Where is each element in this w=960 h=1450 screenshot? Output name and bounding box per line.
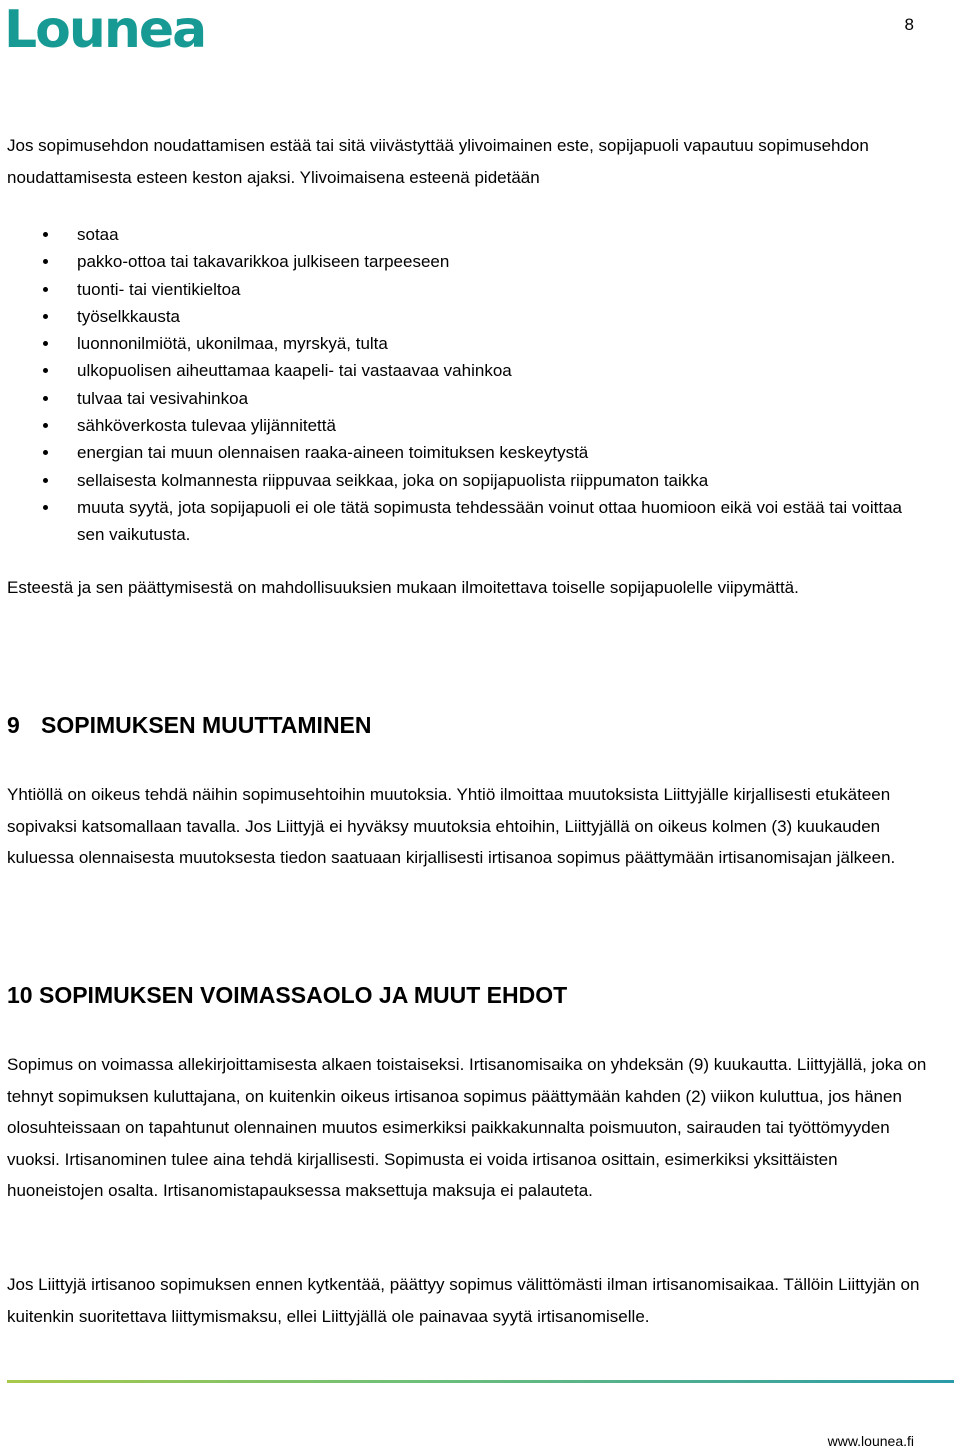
section-10-number: 10 [7, 982, 33, 1008]
list-item [0, 494, 930, 549]
company-logo: Lounea [4, 0, 206, 60]
list-item-text: muuta syytä, jota sopijapuoli ei ole tätä sopimusta tehdessään voinut ottaa huomioon eikä voi estää tai voittaa sen vaikutusta. [77, 497, 903, 545]
section-10-heading [7, 980, 567, 1010]
bullet-icon [43, 396, 48, 401]
list-item-text: energian tai muun olennaisen raaka-aineen toimituksen keskeytystä [77, 443, 589, 463]
bullet-icon [43, 423, 48, 428]
list-item-text: sähköverkosta tulevaa ylijännitettä [77, 416, 336, 436]
bullet-icon [43, 450, 48, 455]
list-item [0, 385, 930, 412]
bullet-icon [43, 341, 48, 346]
bullet-icon [43, 314, 48, 319]
footer-divider [7, 1380, 954, 1383]
section-9-number: 9 [7, 712, 20, 738]
bullet-icon [43, 232, 48, 237]
list-item [0, 248, 930, 275]
section-10-title: SOPIMUKSEN VOIMASSAOLO JA MUUT EHDOT [38, 982, 568, 1008]
list-item-text: tuonti- tai vientikieltoa [77, 279, 241, 299]
list-item-text: tulvaa tai vesivahinkoa [77, 388, 249, 408]
list-item-text: ulkopuolisen aiheuttamaa kaapeli- tai vastaavaa vahinkoa [77, 361, 512, 381]
bullet-icon [43, 505, 48, 510]
list-item-text: sotaa [77, 225, 119, 244]
list-item [0, 221, 930, 248]
list-item [0, 276, 930, 303]
section-10-body-2: Jos Liittyjä irtisanoo sopimuksen ennen kytkentää, päättyy sopimus välittömästi ilman irtisanomisaikaa. Tällöin Liittyjän on kuitenkin suoritettava liittymismaksu, ellei Liittyjällä ole painavaa syytä irtisanomiselle. [7, 1275, 920, 1326]
force-majeure-notice: Esteestä ja sen päättymisestä on mahdollisuuksien mukaan ilmoitettava toiselle sopijapuolelle viipymättä. [7, 578, 799, 597]
list-item [0, 412, 930, 439]
list-item-text: luonnonilmiötä, ukonilmaa, myrskyä, tulta [77, 334, 388, 354]
bullet-icon [43, 259, 48, 264]
list-item-text: pakko-ottoa tai takavarikkoa julkiseen tarpeeseen [77, 252, 450, 272]
page-number: 8 [904, 15, 914, 34]
list-item [0, 303, 930, 330]
section-9-title: SOPIMUKSEN MUUTTAMINEN [41, 712, 372, 738]
bullet-icon [43, 287, 48, 292]
footer-website: www.lounea.fi [827, 1433, 914, 1449]
force-majeure-intro: Jos sopimusehdon noudattamisen estää tai sitä viivästyttää ylivoimainen este, sopijapuoli vapautuu sopimusehdon noudattamisesta esteen keston ajaksi. Ylivoimaisena esteenä pidetään [7, 136, 869, 187]
list-item [0, 330, 930, 357]
section-9-body: Yhtiöllä on oikeus tehdä näihin sopimusehtoihin muutoksia. Yhtiö ilmoittaa muutoksista Liittyjälle kirjallisesti etukäteen sopivaksi katsomallaan tavalla. Jos Liittyjä ei hyväksy muutoksia ehtoihin, Liittyjällä on oikeus kolmen (3) kuukauden kuluessa olennaisesta muutoksesta tiedon saatuaan kirjallisesti irtisanoa sopimus päättymään irtisanomisajan jälkeen. [7, 785, 896, 867]
section-9-heading [7, 710, 372, 740]
list-item-text: sellaisesta kolmannesta riippuvaa seikkaa, joka on sopijapuolista riippumaton taikka [77, 470, 709, 490]
list-item [0, 439, 930, 466]
section-10-body-1: Sopimus on voimassa allekirjoittamisesta alkaen toistaiseksi. Irtisanomisaika on yhdeksän (9) kuukautta. Liittyjällä, joka on tehnyt sopimuksen kuluttajana, on kuitenkin oikeus irtisanoa sopimus päättymään kahden (2) viikon kuluttua, jos hänen olosuhteissaan on tapahtunut olennainen muutos esimerkiksi paikkakunnalta poismuuton, sairauden tai työttömyyden vuoksi. Irtisanominen tulee aina tehdä kirjallisesti. Sopimusta ei voida irtisanoa osittain, esimerkiksi yksittäisten huoneistojen osalta. Irtisanomistapauksessa maksettuja maksuja ei palauteta. [7, 1055, 927, 1200]
list-item [0, 467, 930, 494]
bullet-icon [43, 478, 48, 483]
force-majeure-list [0, 221, 930, 549]
bullet-icon [43, 368, 48, 373]
list-item-text: työselkkausta [77, 306, 180, 326]
list-item [0, 357, 930, 384]
